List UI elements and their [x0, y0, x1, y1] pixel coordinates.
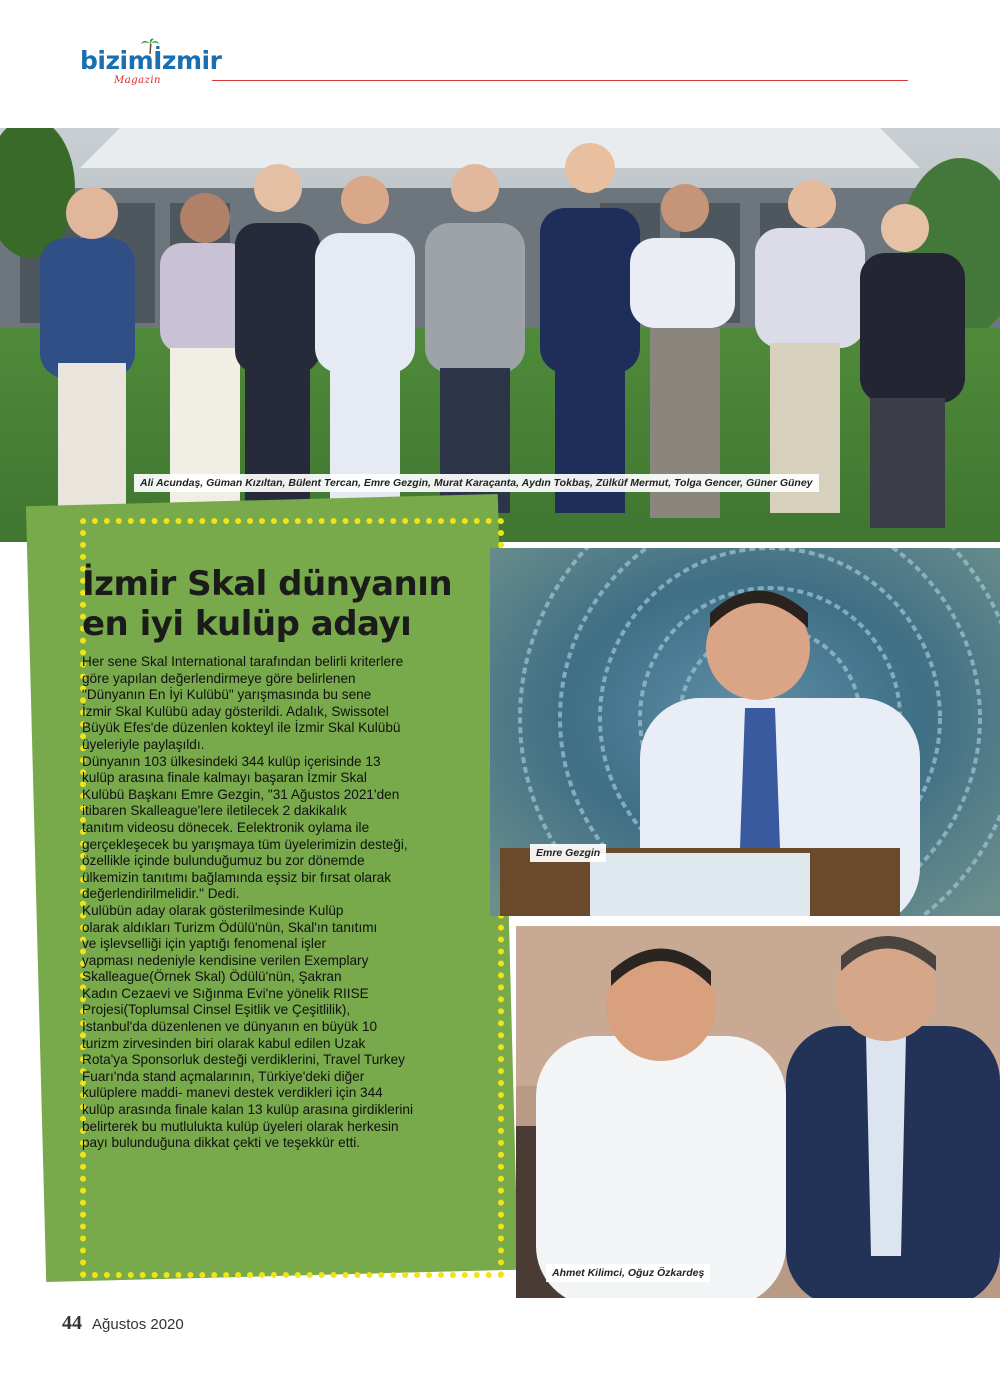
article-line: Kulübün aday olarak gösterilmesinde Kulüp — [82, 902, 344, 918]
article-line: Kadın Cezaevi ve Sığınma Evi'ne yönelik RIISE — [82, 985, 369, 1001]
article-line: İstanbul'da düzenlenen ve dünyanın en büyük 10 — [82, 1019, 378, 1035]
page-footer — [62, 1312, 184, 1335]
article-line: özellikle içinde bulunduğumuz bu zor dönemde — [82, 853, 365, 869]
article-line: olarak aldıkları Turizm Ödülü'nün, Skal'ın tanıtımı — [82, 919, 378, 935]
article-line: Kulübü Başkanı Emre Gezgin, "31 Ağustos 2021'den — [82, 786, 400, 802]
speaker-photo-caption: Emre Gezgin — [530, 844, 606, 862]
article-line: İzmir Skal Kulübü aday gösterildi. Adalık, Swissotel — [82, 703, 389, 719]
speaker-photo — [490, 548, 1000, 916]
pair-photo-caption: Ahmet Kilimci, Oğuz Özkardeş — [546, 1264, 710, 1282]
article-line: üyeleriyle paylaşıldı. — [82, 736, 205, 752]
article-line: kulüp arasında finale kalan 13 kulüp arasına girdiklerini — [82, 1102, 413, 1118]
article-line: tanıtım videosu dönecek. Eelektronik oylama ile — [82, 819, 370, 835]
article-line: ve işlevselliği için yaptığı fenomenal işler — [82, 936, 327, 952]
group-photo-caption: Ali Acundaş, Güman Kızıltan, Bülent Tercan, Emre Gezgin, Murat Karaçanta, Aydın Tokbaş, Zülküf Mermut, Tolga Gencer, Güner Güney — [134, 474, 819, 492]
headline-line-1: İzmir Skal dünyanın — [82, 564, 453, 604]
article-line: kulüplere maddi- manevi destek verdikleri için 344 — [82, 1085, 383, 1101]
article — [82, 564, 486, 1152]
article-line: Fuarı'nda stand açmalarının, Türkiye'deki diğer — [82, 1068, 365, 1084]
article-line: "Dünyanın En İyi Kulübü" yarışmasında bu sene — [82, 687, 372, 703]
pair-photo — [516, 926, 1000, 1298]
headline-line-2: en iyi kulüp adayı — [82, 604, 412, 644]
article-line: ülkemizin tanıtımı bağlamında eşsiz bir fırsat olarak — [82, 869, 392, 885]
article-line: Büyük Efes'de düzenlen kokteyl ile İzmir Skal Kulübü — [82, 720, 401, 736]
magazine-logo — [80, 46, 220, 92]
article-line: belirterek bu mutlulukta kulüp üyeleri olarak herkesin — [82, 1118, 399, 1134]
article-line: gerçekleşecek bu yarışmaya tüm üyelerimizin desteği, — [82, 836, 408, 852]
page-number: 44 — [62, 1312, 82, 1334]
article-body — [82, 654, 486, 1152]
article-headline — [82, 564, 486, 644]
article-line: Her sene Skal International tarafından belirli kriterlere — [82, 654, 404, 669]
article-line: itibaren Skalleague'lere iletilecek 2 dakikalık — [82, 803, 347, 819]
article-line: göre yapılan değerlendirmeye göre belirlenen — [82, 670, 356, 686]
article-line: payı bulunduğuna dikkat çekti ve teşekkür etti. — [82, 1135, 361, 1151]
logo-text: bizimİzmir — [80, 46, 222, 75]
issue-date: Ağustos 2020 — [92, 1316, 184, 1333]
header-divider — [212, 80, 908, 81]
article-line: Skalleague(Örnek Skal) Ödülü'nün, Şakran — [82, 969, 342, 985]
article-line: Dünyanın 103 ülkesindeki 344 kulüp içerisinde 13 — [82, 753, 381, 769]
article-line: Projesi(Toplumsal Cinsel Eşitlik ve Çeşitlilik), — [82, 1002, 351, 1018]
article-line: turizm zirvesinden biri olarak kabul edilen Uzak — [82, 1035, 366, 1051]
article-line: değerlendirilmelidir." Dedi. — [82, 886, 240, 902]
article-line: yapması nedeniyle kendisine verilen Exemplary — [82, 952, 369, 968]
article-line: Rota'ya Sponsorluk desteği verdiklerini, Travel Turkey — [82, 1052, 405, 1068]
article-line: kulüp arasına finale kalmayı başaran İzmir Skal — [82, 770, 367, 786]
logo-subtitle: Magazin — [114, 75, 161, 86]
group-photo — [0, 128, 1000, 542]
